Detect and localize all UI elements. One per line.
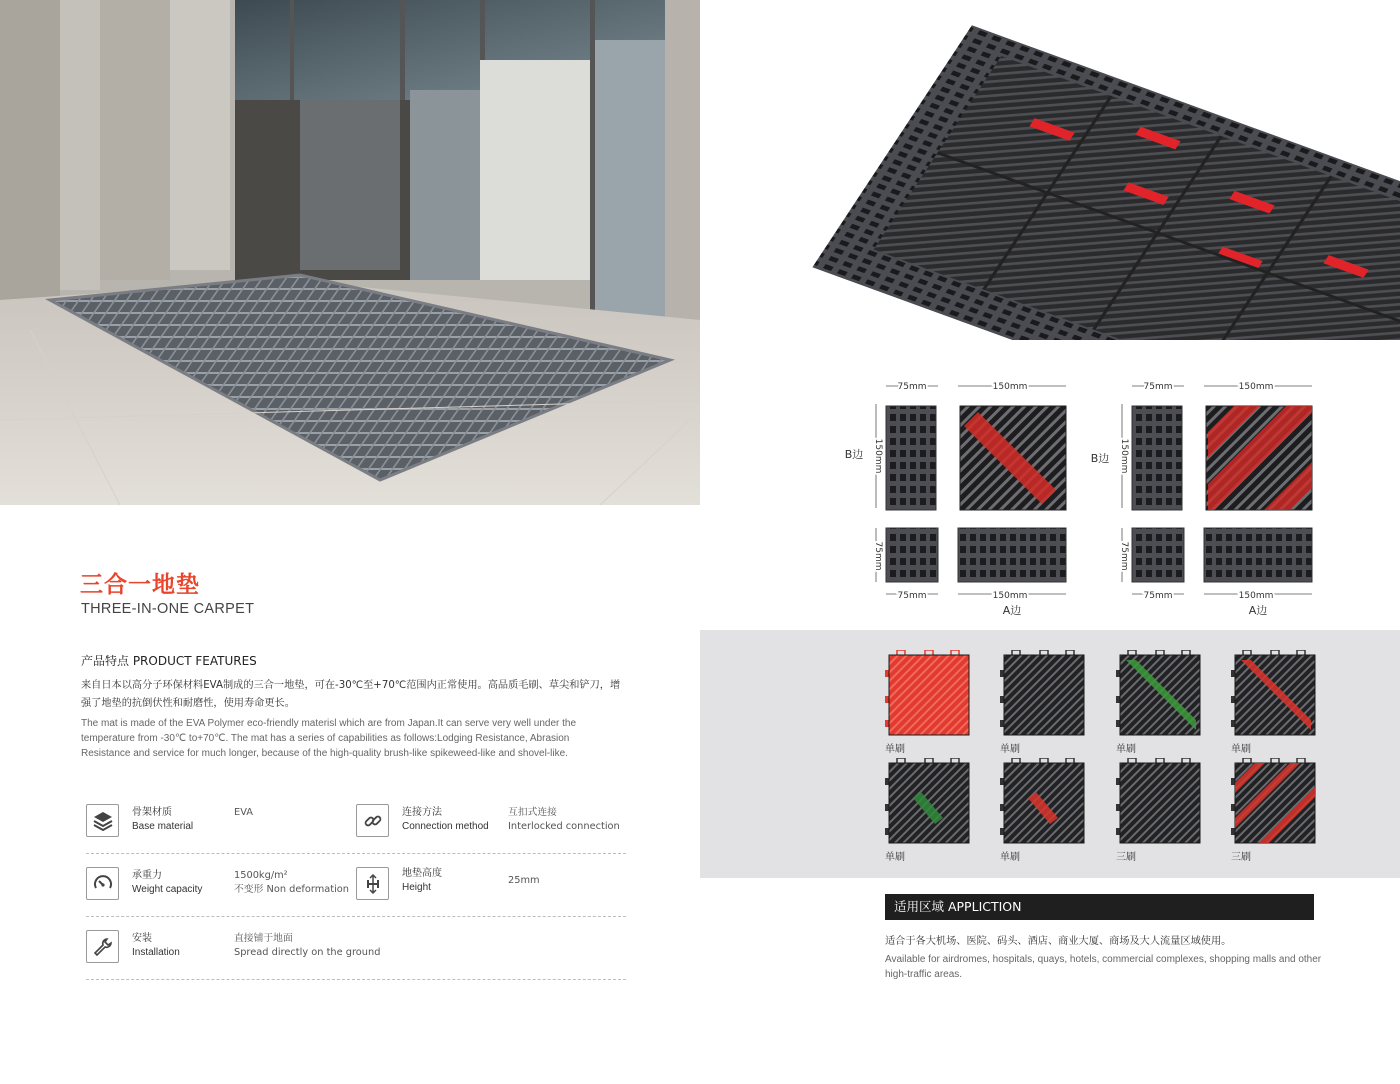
swatch-tile xyxy=(1000,758,1086,848)
dim-label-w75-bottom: 75mm xyxy=(897,591,927,601)
dim-label-h75: 75mm xyxy=(873,541,883,571)
mat-closeup-image xyxy=(800,0,1400,340)
dimension-group-2 xyxy=(1091,382,1312,617)
dim-label-h150: 150mm xyxy=(873,438,883,474)
swatch-label: 单刷 xyxy=(885,852,905,863)
dim-label-w150-bottom: 150mm xyxy=(992,591,1028,601)
spec-label-height: 地垫高度 Height xyxy=(402,868,442,893)
features-desc-en: The mat is made of the EVA Polymer eco-friendly materisl which are from Japan.It can serve very well under the temperature from -30℃ to+70℃. The mat has a series of capabilities as follows:Lodging Resistance, Abrasion Resistance and service for much longer, because of the high-quality brush-like spikeweed-like and shovel-like. xyxy=(81,718,577,759)
swatch-tile xyxy=(1116,650,1202,740)
swatch-label: 单刷 xyxy=(1231,744,1251,755)
dim-label-h150: 150mm xyxy=(1119,438,1129,474)
entrance-photo xyxy=(0,0,700,505)
dim-label-w150: 150mm xyxy=(1238,382,1274,392)
swatch-label: 单刷 xyxy=(885,744,905,755)
dim-label-w150: 150mm xyxy=(992,382,1028,392)
wrench-icon xyxy=(86,930,119,963)
swatch-tile xyxy=(1231,650,1317,740)
spec-label-connection: 连接方法 Connection method xyxy=(402,807,489,832)
swatch-tile xyxy=(1116,758,1202,848)
features-desc-cn: 来自日本以高分子环保材料EVA制成的三合一地垫，可在-30℃至+70℃范围内正常使用。高品质毛刷、草尖和铲刀，增强了地垫的抗倒伏性和耐磨性，使用寿命更长。 xyxy=(81,680,621,709)
a-side-label: A边 xyxy=(1002,604,1022,617)
features-heading: 产品特点 PRODUCT FEATURES xyxy=(81,654,257,668)
application-text-en: Available for airdromes, hospitals, quays, hotels, commercial complexes, shopping malls and other high-traffic areas. xyxy=(885,954,1322,980)
spec-row-2 xyxy=(86,853,626,917)
color-swatch-panel xyxy=(700,630,1400,878)
swatch-label: 单刷 xyxy=(1000,852,1020,863)
swatch-label: 三刷 xyxy=(1116,852,1136,863)
spec-value-weight: 1500kg/m² 不变形 Non deformation xyxy=(234,870,350,895)
b-side-label: B边 xyxy=(1090,452,1110,465)
swatch-tile xyxy=(885,758,971,848)
swatch-tile xyxy=(885,650,971,740)
dim-label-w150-bottom: 150mm xyxy=(1238,591,1274,601)
product-title-en: THREE-IN-ONE CARPET xyxy=(81,601,255,617)
spec-value-connection: 互扣式连接 Interlocked connection xyxy=(508,807,620,832)
spec-label-installation: 安装 Installation xyxy=(132,933,180,958)
dim-label-w75-bottom: 75mm xyxy=(1143,591,1173,601)
spec-row-1 xyxy=(86,790,626,854)
b-side-label: B边 xyxy=(844,448,864,461)
spec-row-3 xyxy=(86,916,626,980)
edge-tile-a xyxy=(958,528,1066,582)
swatch-tile xyxy=(1000,650,1086,740)
spec-label-base-material: 骨架材质 Base material xyxy=(132,807,194,832)
swatch-label: 单刷 xyxy=(1116,744,1136,755)
swatch-label: 三刷 xyxy=(1231,852,1251,863)
edge-tile-b xyxy=(886,406,936,510)
swatch-label: 单刷 xyxy=(1000,744,1020,755)
application-heading: 适用区域 APPLICTION xyxy=(885,894,1314,920)
dimension-group-1 xyxy=(845,382,1066,617)
height-icon xyxy=(356,867,389,900)
weight-gauge-icon xyxy=(86,867,119,900)
link-icon xyxy=(356,804,389,837)
edge-tile-b xyxy=(1132,406,1182,510)
spec-value-installation: 直接铺于地面 Spread directly on the ground xyxy=(234,933,381,958)
product-title-cn: 三合一地垫 xyxy=(80,572,200,598)
edge-tile-a xyxy=(1204,528,1312,582)
spec-value-height: 25mm xyxy=(508,875,540,886)
swatch-tile xyxy=(1231,758,1317,848)
spec-value-base-material: EVA xyxy=(234,807,253,818)
spec-label-weight: 承重力 Weight capacity xyxy=(132,870,203,895)
corner-tile xyxy=(1132,528,1184,582)
application-text-cn: 适合于各大机场、医院、码头、酒店、商业大厦、商场及大人流量区域使用。 xyxy=(885,936,1232,947)
dim-label-w75: 75mm xyxy=(1143,382,1173,392)
dimension-diagrams xyxy=(838,376,1328,622)
a-side-label: A边 xyxy=(1248,604,1268,617)
dim-label-h75: 75mm xyxy=(1119,541,1129,571)
divider xyxy=(86,979,626,980)
dim-label-w75: 75mm xyxy=(897,382,927,392)
layers-icon xyxy=(86,804,119,837)
corner-tile xyxy=(886,528,938,582)
